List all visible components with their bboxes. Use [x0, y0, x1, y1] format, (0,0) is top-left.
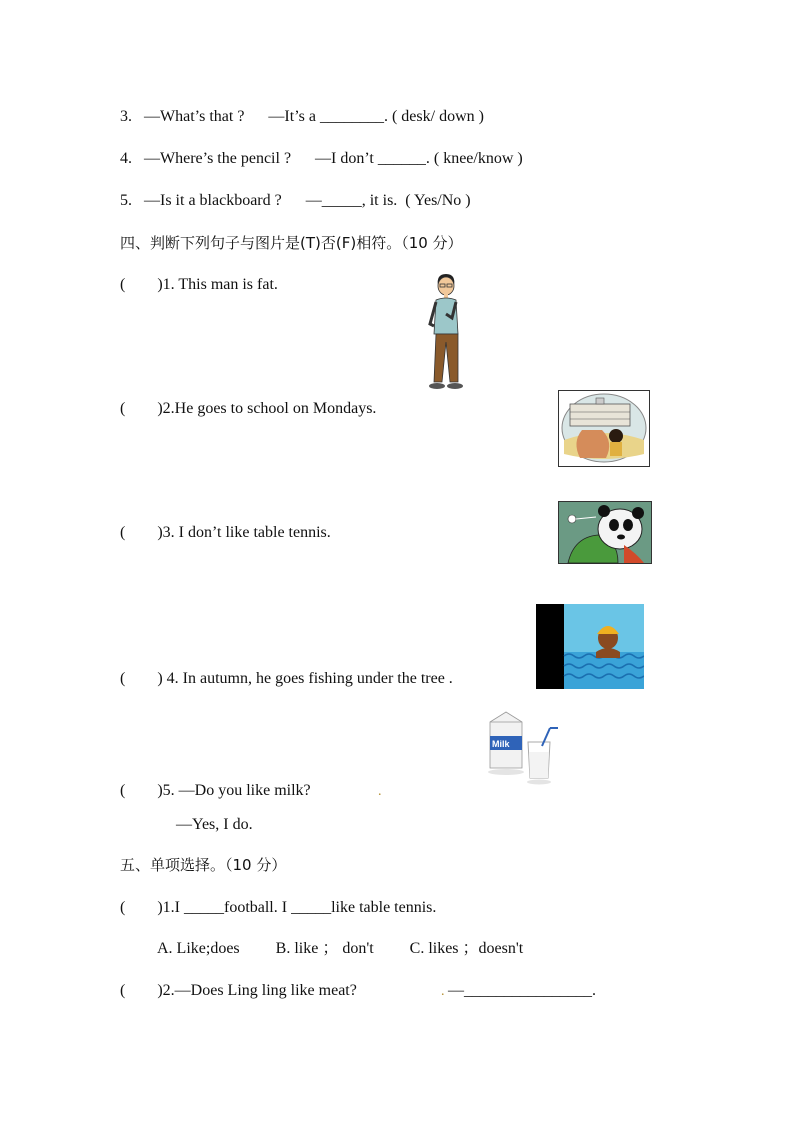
item-5-dot: .: [378, 784, 382, 799]
item-3: ( )3. I don’t like table tennis.: [120, 524, 331, 541]
milk-image: [484, 708, 564, 794]
s5-q2-answer: —________________.: [448, 982, 596, 999]
s5-q1-options: A. Like;does B. like ； don't C. likes ；doesn't: [157, 940, 524, 957]
item-1: ( )1. This man is fat.: [120, 276, 278, 293]
school-image: [558, 390, 650, 467]
thin-man-image: [422, 272, 468, 392]
s5-q1: ( )1.I _____football. I _____like table tennis.: [120, 899, 437, 916]
milk-label: Milk: [492, 739, 510, 749]
q4: 4. —Where’s the pencil ? —I don’t ______. ( knee/know ): [120, 150, 523, 167]
s5-q2-dot: .: [441, 984, 445, 999]
section4-heading: 四、判断下列句子与图片是(T)否(F)相符。（10 分）: [120, 234, 463, 252]
item-4: ( ) 4. In autumn, he goes fishing under the tree .: [120, 670, 453, 687]
q5: 5. —Is it a blackboard ? —_____, it is. ( Yes/No ): [120, 192, 471, 209]
swimmer-image: [536, 604, 644, 689]
s5-q2: ( )2.—Does Ling ling like meat?: [120, 982, 357, 999]
panda-image: [558, 501, 652, 564]
section5-heading: 五、单项选择。（10 分）: [120, 856, 287, 874]
item-5: ( )5. —Do you like milk?: [120, 782, 311, 799]
q3: 3. —What’s that ? —It’s a ________. ( desk/ down ): [120, 108, 484, 125]
item-5-answer: —Yes, I do.: [176, 816, 253, 833]
item-2: ( )2.He goes to school on Mondays.: [120, 400, 377, 417]
